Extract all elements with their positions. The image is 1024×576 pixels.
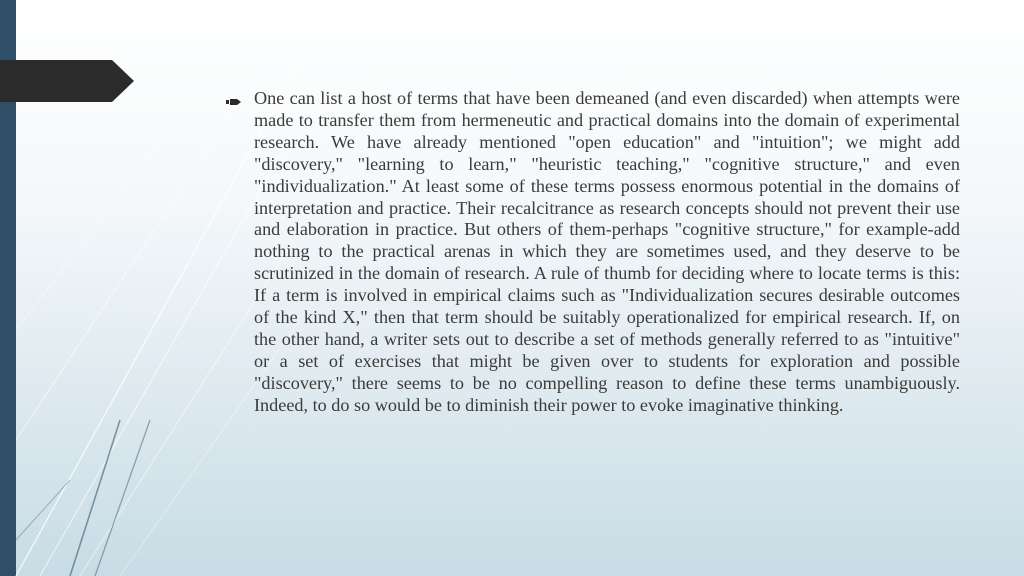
pen-arrow-icon [226,88,254,112]
paragraph-text: One can list a host of terms that have been demeaned (and even discarded) when attempts were made to transfer them from hermeneutic and practical domains into the domain of experimental research. We have already mentioned "open education" and "intuition"; we might add "discovery," "learning to learn," "heuristic teaching," "cognitive structure," and even "individualization." At least some of these terms possess enormous potential in the domains of interpretation and practice. Their recalcitrance as research concepts should not prevent their use and elaboration in practice. But others of them-perhaps "cognitive structure," for example-add nothing to the practical arenas in which they are sometimes used, and they deserve to be scrutinized in the domain of research. A rule of thumb for deciding where to locate terms is this: If a term is involved in empirical claims such as "Individualization secures desirable outcomes of the kind X," then that term should be suitably operationalized for empirical research. If, on the other hand, a writer sets out to describe a set of methods generally referred to as "intuitive" or a set of exercises that might be given over to students for exploration and possible "discovery," there seems to be no compelling reason to define these terms unambiguously. Indeed, to do so would be to diminish their power to evoke imaginative thinking. [254,88,960,415]
slide-content [226,88,960,417]
section-tab [0,60,134,102]
bullet-item [226,88,960,417]
